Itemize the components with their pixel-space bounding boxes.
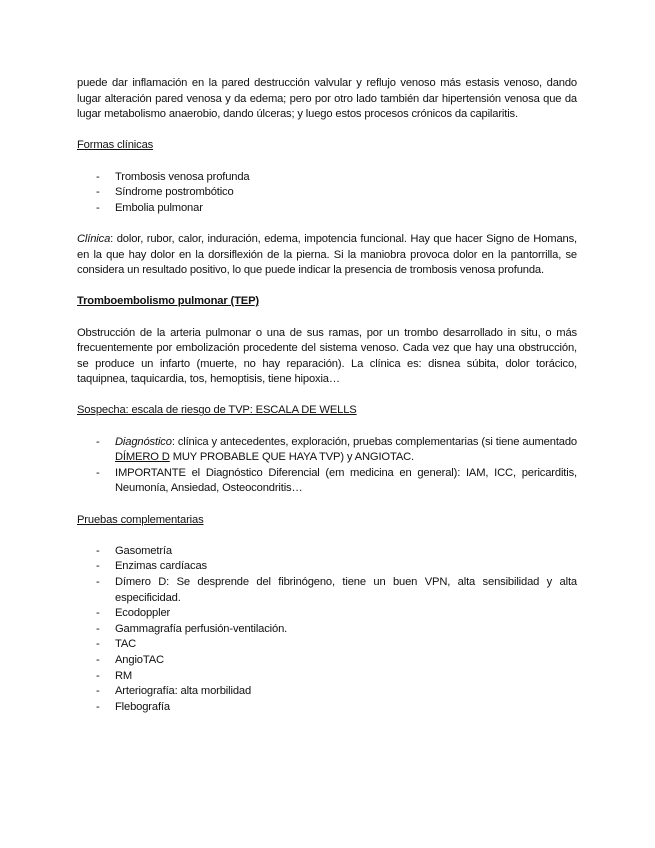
list-item: - Enzimas cardíacas xyxy=(96,560,207,573)
list-item: - IMPORTANTE el Diagnóstico Diferencial (em medicina en general): IAM, ICC, pericarditis, Neumonía, Ansiedad, Osteocondritis… xyxy=(96,466,577,495)
list-item: - Gasometría xyxy=(96,544,172,557)
list-item: - Flebografía xyxy=(96,700,170,713)
pruebas-heading: Pruebas complementarias xyxy=(77,513,204,526)
formas-clinicas-heading: Formas clínicas xyxy=(77,139,154,152)
sospecha-heading: Sospecha: escala de riesgo de TVP: ESCALA DE WELLS xyxy=(77,404,357,417)
list-item: - Síndrome postrombótico xyxy=(96,186,234,199)
list-item: - Diagnóstico: clínica y antecedentes, exploración, pruebas complementarias (si tiene aumentado DÍMERO D MUY PROBABLE QUE HAYA TVP) y ANGIOTAC. xyxy=(96,435,577,464)
document-page xyxy=(77,76,577,715)
pruebas-list xyxy=(77,544,577,716)
list-item: - TAC xyxy=(96,638,137,651)
clinica-paragraph: Clínica: dolor, rubor, calor, induración, edema, impotencia funcional. Hay que hacer Signo de Homans, en la que hay dolor en la dorsiflexión de la pierna. Si la maniobra provoca dolor en la pantorrilla, se considera un resultado positivo, lo que puede indicar la presencia de trombosis venosa profunda. xyxy=(77,232,577,277)
list-item: - Arteriografía: alta morbilidad xyxy=(96,685,252,698)
clinica-label: Clínica xyxy=(77,232,111,245)
sospecha-list xyxy=(77,435,577,497)
list-item: - AngioTAC xyxy=(96,653,164,666)
list-item: - Dímero D: Se desprende del fibrinógeno, tiene un buen VPN, alta sensibilidad y alta especificidad. xyxy=(96,576,577,604)
list-item: - RM xyxy=(96,669,133,682)
list-item: - Ecodoppler xyxy=(96,607,171,620)
formas-clinicas-list xyxy=(77,170,577,217)
intro-paragraph: puede dar inflamación en la pared destrucción valvular y reflujo venoso más estasis venoso, dando lugar alteración pared venosa y da edema; pero por otro lado también dar hipertensión venosa que da lugar metabolismo anaerobio, dando úlceras; y luego estos procesos crónicos da capilaritis. xyxy=(77,77,577,121)
list-item: - Trombosis venosa profunda xyxy=(96,170,250,183)
tep-paragraph: Obstrucción de la arteria pulmonar o una de sus ramas, por un trombo desarrollado in situ, o más frecuentemente por embolización procedente del sistema venoso. Cada vez que hay una obstrucción, se produce un infarto (muerte, no hay reparación). La clínica es: disnea súbita, dolor torácico, taquipnea, taquicardia, tos, hemoptisis, tiene hipoxia… xyxy=(77,326,577,386)
list-item: - Embolia pulmonar xyxy=(96,201,203,214)
list-item: - Gammagrafía perfusión-ventilación. xyxy=(96,622,288,635)
tep-heading: Tromboembolismo pulmonar (TEP) xyxy=(77,295,259,308)
dimero-d-underlined: DÍMERO D xyxy=(115,451,170,464)
